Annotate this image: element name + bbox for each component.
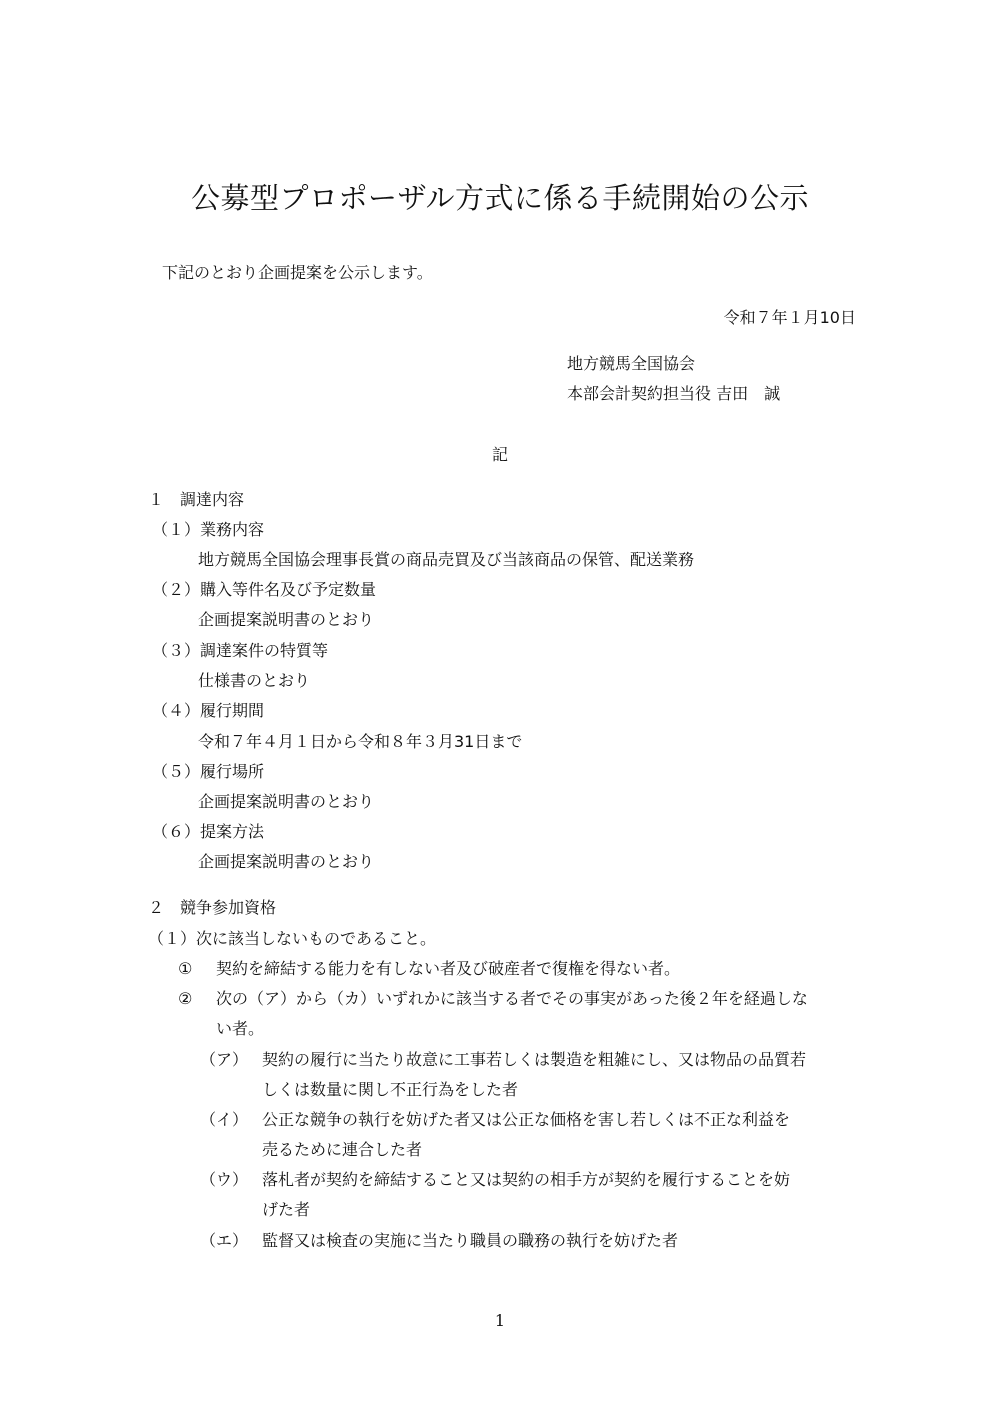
s2-clause-2-line-2: い者。 <box>216 1019 265 1038</box>
s2-sub-i-line-1: 公正な競争の執行を妨げた者又は公正な価格を害し若しくは不正な利益を <box>262 1110 791 1129</box>
issue-date: 令和７年１月10日 <box>723 308 856 327</box>
s1-item-6-body: 企画提案説明書のとおり <box>198 852 375 871</box>
s1-item-2-body: 企画提案説明書のとおり <box>198 610 375 629</box>
s2-clause-1-number: ① <box>178 959 193 978</box>
s2-subitem-1: （１）次に該当しないものであること。 <box>148 929 437 948</box>
s2-sub-a-line-1: 契約の履行に当たり故意に工事若しくは製造を粗雑にし、又は物品の品質若 <box>262 1050 807 1069</box>
s1-item-1-label: （１）業務内容 <box>152 520 265 539</box>
document-title: 公募型プロポーザル方式に係る手続開始の公示 <box>190 181 810 215</box>
s2-sub-a-line-2: しくは数量に関し不正行為をした者 <box>262 1080 519 1099</box>
issuer-officer: 本部会計契約担当役 吉田 誠 <box>567 384 781 403</box>
intro-text: 下記のとおり企画提案を公示します。 <box>162 263 433 282</box>
s1-item-1-body: 地方競馬全国協会理事長賞の商品売買及び当該商品の保管、配送業務 <box>198 550 695 569</box>
s2-clause-2-line-1: 次の（ア）から（カ）いずれかに該当する者でその事実があった後２年を経過しな <box>216 989 808 1008</box>
section-2-heading: ２ 競争参加資格 <box>148 898 277 917</box>
s1-item-2-label: （２）購入等件名及び予定数量 <box>152 580 377 599</box>
s2-sub-i-line-2: 売るために連合した者 <box>262 1140 423 1159</box>
s2-sub-e-line-1: 監督又は検査の実施に当たり職員の職務の執行を妨げた者 <box>262 1231 679 1250</box>
page-number: 1 <box>494 1311 506 1330</box>
s2-clause-1-text: 契約を締結する能力を有しない者及び破産者で復権を得ない者。 <box>216 959 681 978</box>
s2-sub-u-line-2: げた者 <box>262 1200 311 1219</box>
s1-item-4-body: 令和７年４月１日から令和８年３月31日まで <box>198 732 523 751</box>
s2-sub-u-label: （ウ） <box>200 1170 249 1189</box>
s1-item-3-body: 仕様書のとおり <box>198 671 311 690</box>
s1-item-3-label: （３）調達案件の特質等 <box>152 641 329 660</box>
s1-item-4-label: （４）履行期間 <box>152 701 265 720</box>
s1-item-6-label: （６）提案方法 <box>152 822 265 841</box>
ki-marker: 記 <box>491 445 508 464</box>
s2-sub-a-label: （ア） <box>200 1050 249 1069</box>
issuer-organization: 地方競馬全国協会 <box>567 354 696 373</box>
s1-item-5-body: 企画提案説明書のとおり <box>198 792 375 811</box>
s1-item-5-label: （５）履行場所 <box>152 762 265 781</box>
section-1-heading: １ 調達内容 <box>148 490 245 509</box>
s2-sub-u-line-1: 落札者が契約を締結すること又は契約の相手方が契約を履行することを妨 <box>262 1170 791 1189</box>
s2-clause-2-number: ② <box>178 989 193 1008</box>
s2-sub-e-label: （エ） <box>200 1231 249 1250</box>
s2-sub-i-label: （イ） <box>200 1110 249 1129</box>
